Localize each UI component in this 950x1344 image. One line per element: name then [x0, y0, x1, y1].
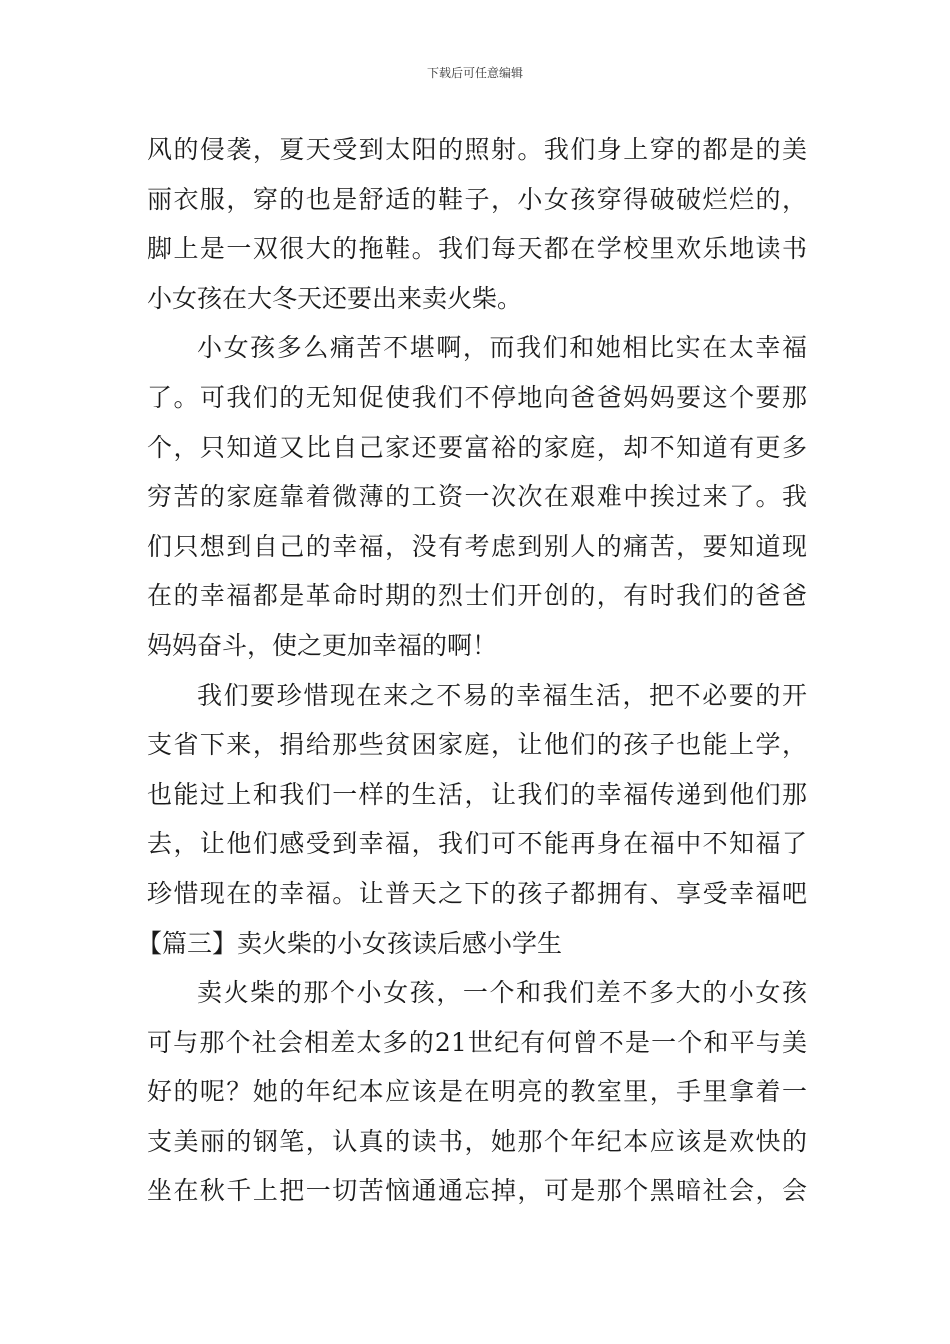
- text-line: 珍惜现在的幸福。让普天之下的孩子都拥有、享受幸福吧: [147, 878, 807, 908]
- text-line: 风的侵袭，夏天受到太阳的照射。我们身上穿的都是的美: [147, 135, 807, 164]
- text-line: 可与那个社会相差太多的21世纪有何曾不是一个和平与美: [147, 1027, 807, 1057]
- text-line: 丽衣服，穿的也是舒适的鞋子，小女孩穿得破破烂烂的，: [147, 184, 807, 214]
- text-line: 坐在秋千上把一切苦恼通通忘掉，可是那个黑暗社会，会: [147, 1176, 807, 1206]
- text-line: 妈妈奋斗，使之更加幸福的啊！: [147, 630, 498, 660]
- text-line: 个，只知道又比自己家还要富裕的家庭，却不知道有更多: [147, 432, 807, 462]
- document-body: [137, 125, 807, 1216]
- text-line: 支省下来，捐给那些贫困家庭，让他们的孩子也能上学，: [147, 730, 807, 760]
- text-line: 们只想到自己的幸福，没有考虑到别人的痛苦，要知道现: [147, 531, 807, 561]
- text-line: 了。可我们的无知促使我们不停地向爸爸妈妈要这个要那: [147, 382, 807, 412]
- text-line: 好的呢？她的年纪本应该是在明亮的教室里，手里拿着一: [147, 1077, 807, 1107]
- text-line: 我们要珍惜现在来之不易的幸福生活，把不必要的开: [197, 680, 807, 710]
- text-line: 去，让他们感受到幸福，我们可不能再身在福中不知福了: [147, 829, 807, 859]
- text-line: 也能过上和我们一样的生活，让我们的幸福传递到他们那: [147, 779, 807, 809]
- text-line: 穷苦的家庭靠着微薄的工资一次次在艰难中挨过来了。我: [147, 482, 807, 512]
- text-line: 小女孩在大冬天还要出来卖火柴。: [147, 283, 523, 313]
- page-header: 下载后可任意编辑: [426, 66, 523, 80]
- text-line: 卖火柴的那个小女孩，一个和我们差不多大的小女孩: [197, 978, 807, 1008]
- text-line: 脚上是一双很大的拖鞋。我们每天都在学校里欢乐地读书: [147, 234, 807, 264]
- text-line: 在的幸福都是革命时期的烈士们开创的，有时我们的爸爸: [147, 581, 807, 611]
- section-heading: 【篇三】卖火柴的小女孩读后感小学生: [137, 928, 563, 958]
- text-line: 支美丽的钢笔，认真的读书，她那个年纪本应该是欢快的: [147, 1126, 807, 1156]
- text-line: 小女孩多么痛苦不堪啊，而我们和她相比实在太幸福: [197, 333, 807, 363]
